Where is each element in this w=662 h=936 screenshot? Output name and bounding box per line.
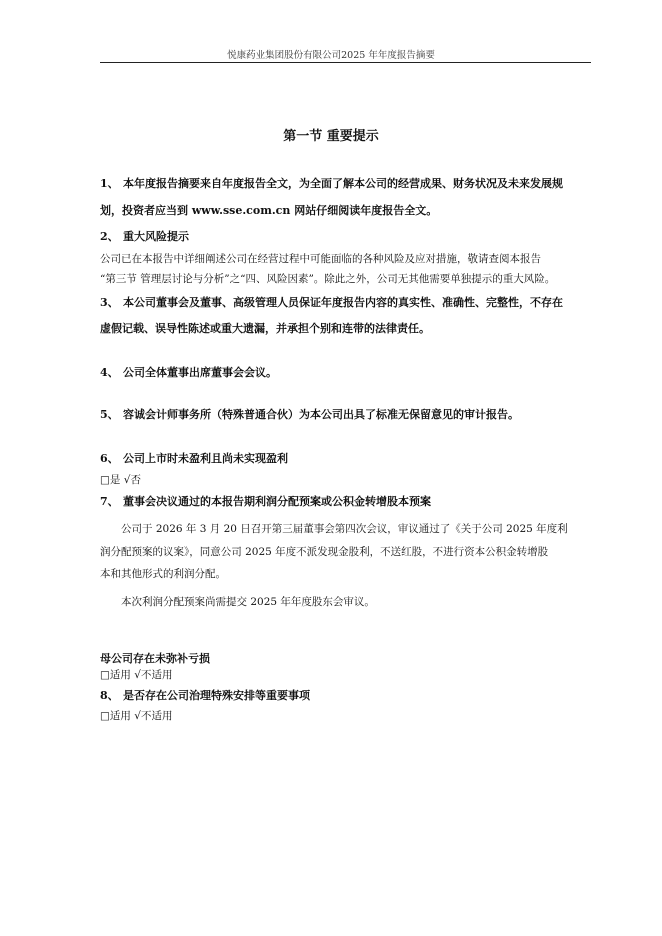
item-7-text: 董事会决议通过的本报告期利润分配预案或公积金转增股本预案 — [123, 495, 431, 508]
item-7-paragraph-1-line-1: 公司于 2026 年 3 月 20 日召开第三届董事会第四次会议，审议通过了《关于公司 2025 年度利 — [121, 523, 568, 535]
item-7-paragraph-2: 本次利润分配预案尚需提交 2025 年年度股东会审议。 — [121, 596, 375, 608]
header-divider — [100, 62, 591, 63]
item-3-line-2: 虚假记载、误导性陈述或重大遗漏，并承担个别和连带的法律责任。 — [100, 322, 430, 335]
item-7-number: 7、 — [100, 495, 119, 508]
item-2-number: 2、 — [100, 230, 119, 243]
item-4-number: 4、 — [100, 366, 119, 379]
item-8-option: □适用 √不适用 — [100, 710, 173, 722]
parent-loss-title: 母公司存在未弥补亏损 — [100, 652, 210, 665]
item-1-line-1: 本年度报告摘要来自年度报告全文，为全面了解本公司的经营成果、财务状况及未来发展规 — [123, 177, 563, 190]
item-6-number: 6、 — [100, 452, 119, 465]
parent-loss-option: □适用 √不适用 — [100, 669, 173, 681]
page-header: 悦康药业集团股份有限公司2025 年年度报告摘要 — [227, 50, 435, 61]
item-2-body-line-2: “第三节 管理层讨论与分析”之“四、风险因素”。除此之外，公司无其他需要单独提示的重大风险。 — [100, 273, 556, 285]
item-5-number: 5、 — [100, 408, 119, 421]
item-1-number: 1、 — [100, 177, 119, 190]
item-8-text: 是否存在公司治理特殊安排等重要事项 — [123, 689, 310, 702]
item-7-paragraph-1-line-3: 本和其他形式的利润分配。 — [100, 568, 226, 580]
item-5-text: 容诚会计师事务所（特殊普通合伙）为本公司出具了标准无保留意见的审计报告。 — [123, 408, 519, 421]
section-title: 第一节 重要提示 — [283, 129, 379, 144]
item-8-number: 8、 — [100, 689, 119, 702]
item-7-paragraph-1-line-2: 润分配预案的议案》，同意公司 2025 年度不派发现金股利，不送红股，不进行资本公积金转增股 — [100, 546, 549, 558]
item-6-text: 公司上市时未盈利且尚未实现盈利 — [123, 452, 288, 465]
item-3-line-1: 本公司董事会及董事、高级管理人员保证年度报告内容的真实性、准确性、完整性，不存在 — [123, 296, 563, 309]
item-3-number: 3、 — [100, 296, 119, 309]
item-2-body-line-1: 公司已在本报告中详细阐述公司在经营过程中可能面临的各种风险及应对措施，敬请查阅本报告 — [100, 253, 541, 265]
item-2-title: 重大风险提示 — [123, 230, 189, 243]
item-4-text: 公司全体董事出席董事会会议。 — [123, 366, 277, 379]
item-6-option: □是 √否 — [100, 474, 141, 486]
item-1-line-2: 划，投资者应当到 www.sse.com.cn 网站仔细阅读年度报告全文。 — [100, 204, 438, 217]
